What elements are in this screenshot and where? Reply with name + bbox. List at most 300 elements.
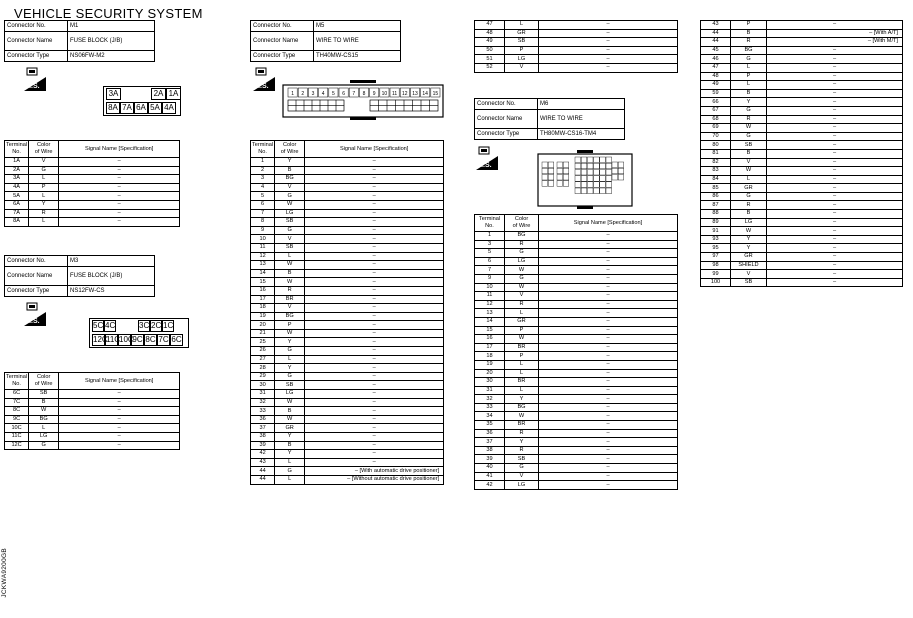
connector-pin-label: 3 [311,90,315,97]
wire-color-cell: L [731,175,767,184]
label-connector-name: Connector Name [475,110,538,129]
table-row [251,158,444,167]
terminal-no-cell: 13 [251,261,275,270]
signal-name-cell: – [305,364,444,373]
terminal-no-cell: 4 [251,183,275,192]
signal-name-cell: – [539,274,678,283]
signal-name-cell: – [305,269,444,278]
terminal-no-cell: 21 [251,329,275,338]
wire-color-cell: V [275,183,305,192]
label-connector-name: Connector Name [251,32,314,51]
signal-name-cell: – [539,55,678,64]
terminal-no-cell: 83 [701,167,731,176]
table-row [251,467,444,476]
wire-color-cell: V [275,304,305,313]
connector-info-m6 [474,98,625,140]
signal-name-cell: – [305,200,444,209]
wire-color-cell: G [29,166,59,175]
terminal-no-cell: 19 [251,312,275,321]
wire-color-cell: Y [731,235,767,244]
table-row [701,29,903,38]
terminal-no-cell: 99 [701,270,731,279]
table-row [251,458,444,467]
wire-color-cell: SB [275,218,305,227]
wire-color-cell: L [29,424,59,433]
terminal-no-cell: 49 [701,81,731,90]
table-row [475,438,678,447]
table-row [5,424,180,433]
wire-color-cell: G [731,55,767,64]
terminal-no-cell: 33 [251,407,275,416]
table-row [701,81,903,90]
connector-face-m5 [282,80,444,125]
signal-name-cell: – [59,158,180,167]
terminal-table-m6 [474,214,678,490]
table-row [475,283,678,292]
wire-color-cell: W [275,398,305,407]
terminal-no-cell: 100 [701,278,731,287]
connector-info-m5 [250,20,401,62]
signal-name-cell: – [767,158,903,167]
signal-name-cell: – [767,192,903,201]
signal-name-cell: – [539,360,678,369]
signal-name-cell: – [767,46,903,55]
table-row [701,218,903,227]
wire-color-cell: L [505,369,539,378]
signal-name-cell: – [With automatic drive positioner] [305,467,444,476]
terminal-no-cell: 43 [251,458,275,467]
connector-pin-label: 2 [301,90,305,97]
table-row [701,46,903,55]
terminal-no-cell: 8A [5,218,29,227]
signal-name-cell: – [539,240,678,249]
svg-text:H.S.: H.S. [478,162,492,169]
terminal-no-cell: 12 [475,300,505,309]
hs-icon [253,67,275,96]
signal-name-cell: – [539,472,678,481]
signal-name-cell: – [305,304,444,313]
terminal-no-cell: 40 [475,464,505,473]
wire-color-cell: SB [505,38,539,47]
connector-pin-label: 6 [342,90,345,97]
signal-name-cell: – [767,89,903,98]
signal-name-cell: – [539,352,678,361]
page-title: VEHICLE SECURITY SYSTEM [14,6,203,21]
signal-name-cell: – [59,424,180,433]
terminal-no-cell: 81 [701,149,731,158]
terminal-no-cell: 17 [251,295,275,304]
terminal-no-cell: 9C [5,415,29,424]
wire-color-cell: B [731,89,767,98]
wire-color-cell: BG [731,46,767,55]
terminal-no-cell: 8 [251,218,275,227]
signal-name-cell: – [539,386,678,395]
wire-color-cell: GR [731,184,767,193]
signal-name-cell: – [767,218,903,227]
signal-name-cell: – [305,372,444,381]
wire-color-cell: L [505,21,539,30]
terminal-table-m1 [4,140,180,227]
header-color-of-wire: Color of Wire [505,215,539,232]
signal-name-cell: – [305,355,444,364]
terminal-no-cell: 44 [701,38,731,47]
table-row [701,38,903,47]
connector-type-value: TH80MW-CS16-TM4 [538,129,625,140]
terminal-no-cell: 18 [475,352,505,361]
connector-pin-label: 4A [162,102,176,114]
terminal-no-cell: 4A [5,183,29,192]
terminal-no-cell: 38 [475,446,505,455]
table-row [5,209,180,218]
table-row [701,270,903,279]
table-row [475,464,678,473]
wire-color-cell: B [275,269,305,278]
signal-name-cell: – [767,270,903,279]
wire-color-cell: G [731,192,767,201]
terminal-no-cell: 93 [701,235,731,244]
terminal-no-cell: 67 [701,106,731,115]
connector-no-value: M6 [538,99,625,110]
terminal-no-cell: 52 [475,63,505,72]
connector-pin-label: 14 [422,90,428,97]
wire-color-cell: R [731,201,767,210]
signal-name-cell: – [539,317,678,326]
terminal-no-cell: 14 [475,317,505,326]
signal-name-cell: – [539,300,678,309]
signal-name-cell: – [59,166,180,175]
wire-color-cell: LG [275,390,305,399]
table-row [251,433,444,442]
connector-type-value: NS12FW-CS [68,286,155,297]
terminal-no-cell: 6 [251,200,275,209]
wire-color-cell: L [275,458,305,467]
hs-icon [24,67,46,96]
terminal-no-cell: 47 [701,63,731,72]
signal-name-cell: – [305,183,444,192]
terminal-no-cell: 11C [5,432,29,441]
terminal-no-cell: 15 [475,326,505,335]
signal-name-cell: – [305,243,444,252]
table-row [475,369,678,378]
signal-name-cell: – [305,381,444,390]
terminal-no-cell: 48 [701,72,731,81]
table-row [251,183,444,192]
wire-color-cell: W [275,415,305,424]
signal-name-cell: – [767,235,903,244]
label-connector-no: Connector No. [5,256,68,267]
terminal-no-cell: 39 [251,441,275,450]
wire-color-cell: W [731,227,767,236]
table-row [5,415,180,424]
terminal-no-cell: 3 [251,175,275,184]
signal-name-cell: – [767,244,903,253]
table-row [475,429,678,438]
signal-name-cell: – [539,309,678,318]
wire-color-cell: Y [505,395,539,404]
wire-color-cell: Y [731,98,767,107]
connector-pin-label: 5C [93,321,104,330]
connector-pin-label: 15 [432,90,439,97]
table-row [701,210,903,219]
table-row [251,407,444,416]
hs-icon [24,302,46,331]
signal-name-cell: – [305,175,444,184]
table-row [251,329,444,338]
label-connector-name: Connector Name [5,267,68,286]
signal-name-cell: – [539,266,678,275]
label-connector-type: Connector Type [475,129,538,140]
signal-name-cell: – [539,249,678,258]
signal-name-cell: – [305,321,444,330]
terminal-no-cell: 44 [701,29,731,38]
terminal-no-cell: 10 [475,283,505,292]
table-row [475,386,678,395]
wire-color-cell: V [731,270,767,279]
terminal-no-cell: 35 [475,421,505,430]
terminal-no-cell: 50 [475,46,505,55]
connector-pin-label: 8C [145,335,156,344]
header-signal-name: Signal Name [Specification] [59,373,180,390]
table-row [5,183,180,192]
table-row [251,252,444,261]
connector-name-value: FUSE BLOCK (J/B) [68,32,155,51]
wire-color-cell: R [505,240,539,249]
terminal-no-cell: 88 [701,210,731,219]
wire-color-cell: G [275,192,305,201]
connector-pin-label: 1C [163,321,174,330]
hs-icon [476,146,498,175]
terminal-no-cell: 30 [475,378,505,387]
terminal-no-cell: 41 [475,472,505,481]
wire-color-cell: W [505,335,539,344]
table-row [475,21,678,30]
wire-color-cell: W [275,278,305,287]
wire-color-cell: BR [505,378,539,387]
connector-no-value: M5 [314,21,401,32]
signal-name-cell: – [305,218,444,227]
terminal-no-cell: 47 [475,21,505,30]
table-row [5,398,180,407]
table-row [475,63,678,72]
terminal-no-cell: 31 [475,386,505,395]
wire-color-cell: BG [29,415,59,424]
table-row [475,352,678,361]
wire-color-cell: G [275,372,305,381]
signal-name-cell: – [Without automatic drive positioner] [305,475,444,484]
table-row [475,55,678,64]
wire-color-cell: W [731,167,767,176]
terminal-no-cell: 97 [701,253,731,262]
signal-name-cell: – [539,343,678,352]
svg-text:H.S.: H.S. [26,83,40,90]
connector-pin-label: 10 [381,90,388,97]
label-connector-no: Connector No. [5,21,68,32]
wire-color-cell: SB [731,278,767,287]
table-row [251,475,444,484]
connector-face-m1 [103,86,181,116]
wire-color-cell: BR [505,421,539,430]
table-row [475,232,678,241]
table-row [701,63,903,72]
table-row [701,175,903,184]
table-row [475,292,678,301]
wire-color-cell: W [275,200,305,209]
table-row [475,249,678,258]
wire-color-cell: W [29,407,59,416]
connector-pin-label: 7C [158,335,169,344]
table-row [251,415,444,424]
table-row [251,192,444,201]
wire-color-cell: Y [275,338,305,347]
label-connector-no: Connector No. [251,21,314,32]
table-row [251,347,444,356]
header-color-of-wire: Color of Wire [29,141,59,158]
connector-name-value: WIRE TO WIRE [538,110,625,129]
terminal-no-cell: 86 [701,192,731,201]
wire-color-cell: SB [275,381,305,390]
terminal-no-cell: 15 [251,278,275,287]
signal-name-cell: – [305,398,444,407]
wire-color-cell: P [731,21,767,30]
table-row [251,312,444,321]
signal-name-cell: – [767,201,903,210]
signal-name-cell: – [767,253,903,262]
table-row [475,317,678,326]
table-row [475,343,678,352]
table-row [701,106,903,115]
signal-name-cell: – [539,403,678,412]
table-row [5,432,180,441]
terminal-no-cell: 5 [475,249,505,258]
terminal-no-cell: 7 [251,209,275,218]
wire-color-cell: G [275,467,305,476]
wire-color-cell: Y [275,158,305,167]
terminal-no-cell: 31 [251,390,275,399]
terminal-no-cell: 29 [251,372,275,381]
table-row [251,372,444,381]
wire-color-cell: B [731,210,767,219]
terminal-no-cell: 5A [5,192,29,201]
terminal-no-cell: 16 [475,335,505,344]
signal-name-cell: – [539,63,678,72]
table-row [5,200,180,209]
table-row [701,261,903,270]
signal-name-cell: – [59,209,180,218]
table-row [475,360,678,369]
signal-name-cell: – [305,158,444,167]
terminal-table-m3 [4,372,180,450]
table-row [251,269,444,278]
connector-pin-label: 9C [132,335,143,344]
signal-name-cell: – [305,347,444,356]
wire-color-cell: G [505,464,539,473]
wire-color-cell: G [505,249,539,258]
table-row [475,481,678,490]
signal-name-cell: – [767,81,903,90]
signal-name-cell: – [59,175,180,184]
table-row [251,235,444,244]
signal-name-cell: – [767,210,903,219]
label-connector-type: Connector Type [5,286,68,297]
terminal-no-cell: 9 [475,274,505,283]
wire-color-cell: R [731,115,767,124]
wire-color-cell: V [29,158,59,167]
terminal-no-cell: 28 [251,364,275,373]
terminal-no-cell: 59 [701,89,731,98]
terminal-no-cell: 20 [251,321,275,330]
wire-color-cell: R [731,38,767,47]
table-row [251,304,444,313]
figure-code: JCKWA9200GB [1,548,8,598]
connector-pin-label: 8A [106,102,120,114]
header-terminal-no: Terminal No. [475,215,505,232]
signal-name-cell: – [539,378,678,387]
header-color-of-wire: Color of Wire [29,373,59,390]
table-row [475,38,678,47]
table-row [5,158,180,167]
terminal-no-cell: 2A [5,166,29,175]
terminal-no-cell: 13 [475,309,505,318]
terminal-no-cell: 14 [251,269,275,278]
header-signal-name: Signal Name [Specification] [59,141,180,158]
terminal-no-cell: 44 [251,475,275,484]
table-row [251,338,444,347]
wire-color-cell: B [275,441,305,450]
terminal-no-cell: 25 [251,338,275,347]
table-row [475,335,678,344]
signal-name-cell: – [539,46,678,55]
terminal-no-cell: 11 [475,292,505,301]
wire-color-cell: L [29,175,59,184]
signal-name-cell: – [305,166,444,175]
terminal-no-cell: 18 [251,304,275,313]
signal-name-cell: – [305,252,444,261]
signal-name-cell: – [539,232,678,241]
wire-color-cell: V [275,235,305,244]
signal-name-cell: – [305,424,444,433]
wire-color-cell: V [505,292,539,301]
wire-color-cell: BR [275,295,305,304]
terminal-no-cell: 19 [475,360,505,369]
terminal-no-cell: 68 [701,115,731,124]
signal-name-cell: – [539,412,678,421]
wire-color-cell: P [275,321,305,330]
terminal-no-cell: 98 [701,261,731,270]
terminal-no-cell: 3A [5,175,29,184]
wire-color-cell: Y [275,433,305,442]
wire-color-cell: G [275,226,305,235]
table-row [475,326,678,335]
wire-color-cell: SB [29,390,59,399]
signal-name-cell: – [539,283,678,292]
wire-color-cell: BG [275,312,305,321]
terminal-no-cell: 42 [251,450,275,459]
terminal-no-cell: 37 [251,424,275,433]
wire-color-cell: G [731,106,767,115]
terminal-no-cell: 87 [701,201,731,210]
wire-color-cell: P [505,46,539,55]
terminal-no-cell: 45 [701,46,731,55]
table-row [475,403,678,412]
connector-pin-label: 6A [134,102,148,114]
terminal-no-cell: 33 [475,403,505,412]
terminal-no-cell: 1 [251,158,275,167]
signal-name-cell: – [59,200,180,209]
table-row [701,98,903,107]
wire-color-cell: SB [275,243,305,252]
table-row [475,29,678,38]
table-row [5,407,180,416]
